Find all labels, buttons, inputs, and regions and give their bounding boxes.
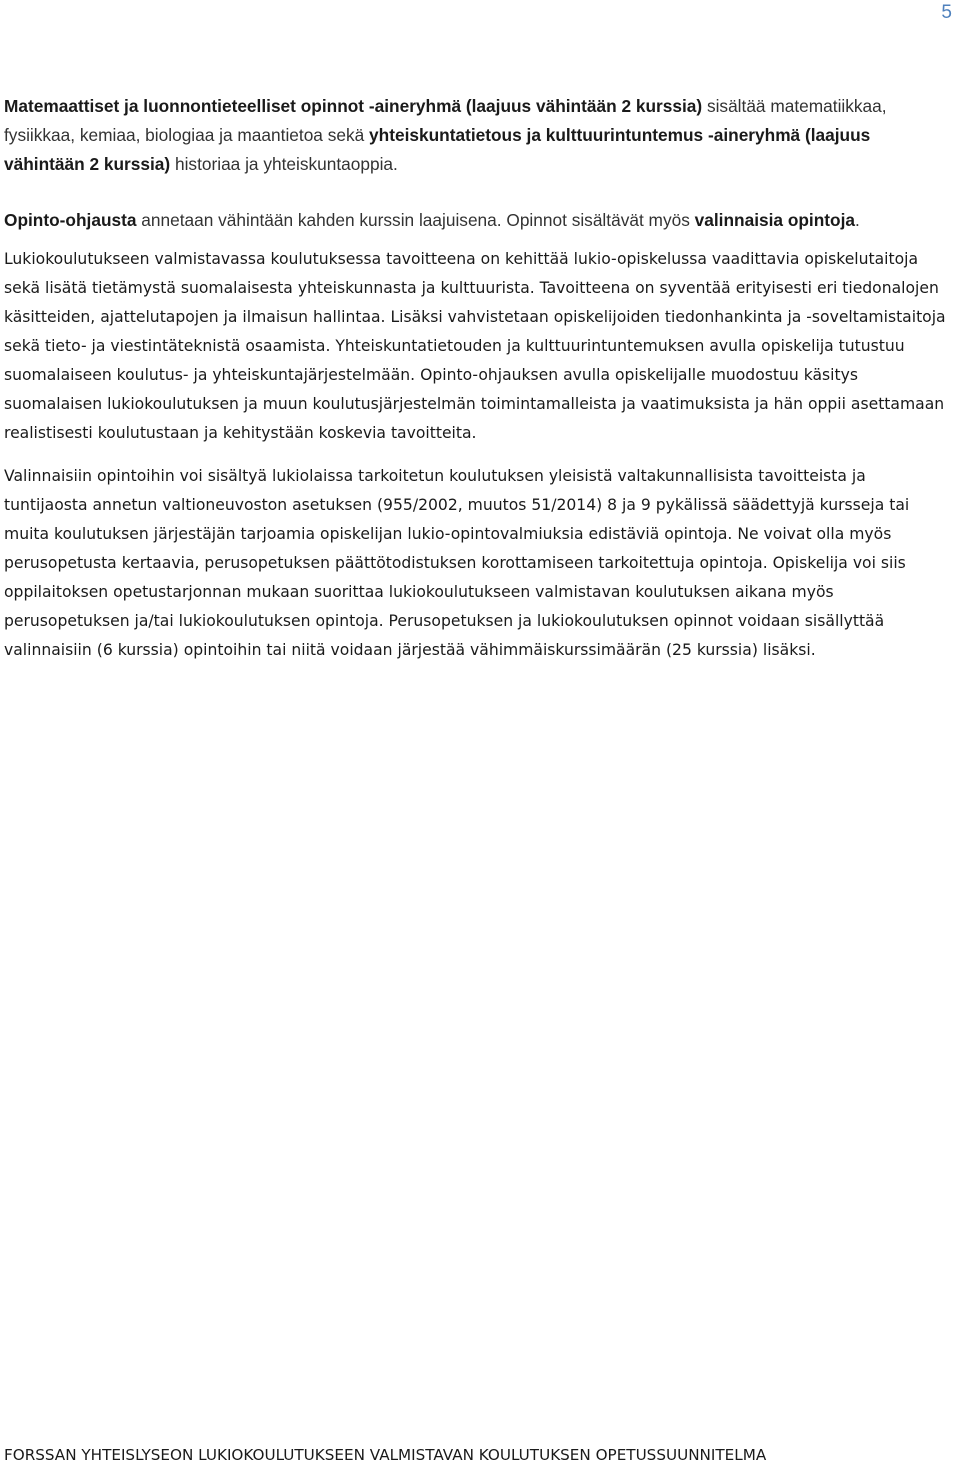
paragraph-text: .: [855, 210, 860, 230]
bold-term-opinto-ohjausta: Opinto-ohjausta: [4, 210, 137, 230]
paragraph-text: historiaa ja yhteiskuntaoppia.: [170, 154, 398, 174]
footer-title: FORSSAN YHTEISLYSEON LUKIOKOULUTUKSEEN VALMISTAVAN KOULUTUKSEN OPETUSSUUNNITELMA: [4, 1446, 767, 1464]
paragraph-tavoitteet: Lukiokoulutukseen valmistavassa koulutuksessa tavoitteena on kehittää lukio-opiskelussa vaadittavia opiskelutaitoja sekä lisätä tietämystä suomalaisesta yhteiskunnasta ja kulttuurista. Tavoitteena on syventää erityisesti eri tiedonalojen käsitteiden, ajattelutapojen ja ilmaisun hallintaa. Lisäksi vahvistetaan opiskelijoiden tiedonhankinta ja -soveltamistaitoja sekä tieto- ja viestintäteknistä osaamista. Yhteiskuntatietouden ja kulttuurintuntemuksen avulla opiskelija tutustuu suomalaiseen koulutus- ja yhteiskuntajärjestelmään. Opinto-ohjauksen avulla opiskelijalle muodostuu käsitys suomalaisen lukiokoulutuksen ja muun koulutusjärjestelmän toimintamalleista ja vaatimuksista ja hän oppii asettamaan realistisesti koulutustaan ja kehitystään koskevia tavoitteita.: [4, 250, 946, 442]
document-body: [4, 92, 952, 665]
paragraph-aineryhmat: [4, 92, 952, 179]
bold-term-matemaattiset: Matemaattiset ja luonnontieteelliset opinnot -aineryhmä (laajuus vähintään 2 kurssia): [4, 96, 703, 116]
paragraph-text: annetaan vähintään kahden kurssin laajuisena. Opinnot sisältävät myös: [136, 210, 695, 230]
paragraph-valinnaiset: Valinnaisiin opintoihin voi sisältyä lukiolaissa tarkoitetun koulutuksen yleisistä valtakunnallisista tavoitteista ja tuntijaosta annetun valtioneuvoston asetuksen (955/2002, muutos 51/2014) 8 ja 9 pykälissä säädettyjä kursseja tai muita koulutuksen järjestäjän tarjoamia opiskelijan lukio-opintovalmiuksia edistäviä opintoja. Ne voivat olla myös perusopetusta kertaavia, perusopetuksen päättötodistuksen korottamiseen tarkoitettuja opintoja. Opiskelija voi siis oppilaitoksen opetustarjonnan mukaan suorittaa lukiokoulutukseen valmistavan koulutuksen aikana myös perusopetuksen ja/tai lukiokoulutuksen opintoja. Perusopetuksen ja lukiokoulutuksen opinnot voidaan sisällyttää valinnaisiin (6 kurssia) opintoihin tai niitä voidaan järjestää vähimmäiskurssimäärän (25 kurssia) lisäksi.: [4, 467, 910, 659]
paragraph-text: sisältää matematiikkaa, fysiikkaa, kemiaa, biologiaa ja maantietoa sekä: [4, 96, 887, 145]
page-number: 5: [941, 2, 952, 23]
bold-term-valinnaisia: valinnaisia opintoja: [694, 210, 856, 230]
paragraph-opinto-ohjaus: [4, 206, 952, 235]
bold-term-yhteiskuntatietous: yhteiskuntatietous ja kulttuurintuntemus -aineryhmä (laajuus vähintään 2 kurssia): [4, 125, 871, 174]
